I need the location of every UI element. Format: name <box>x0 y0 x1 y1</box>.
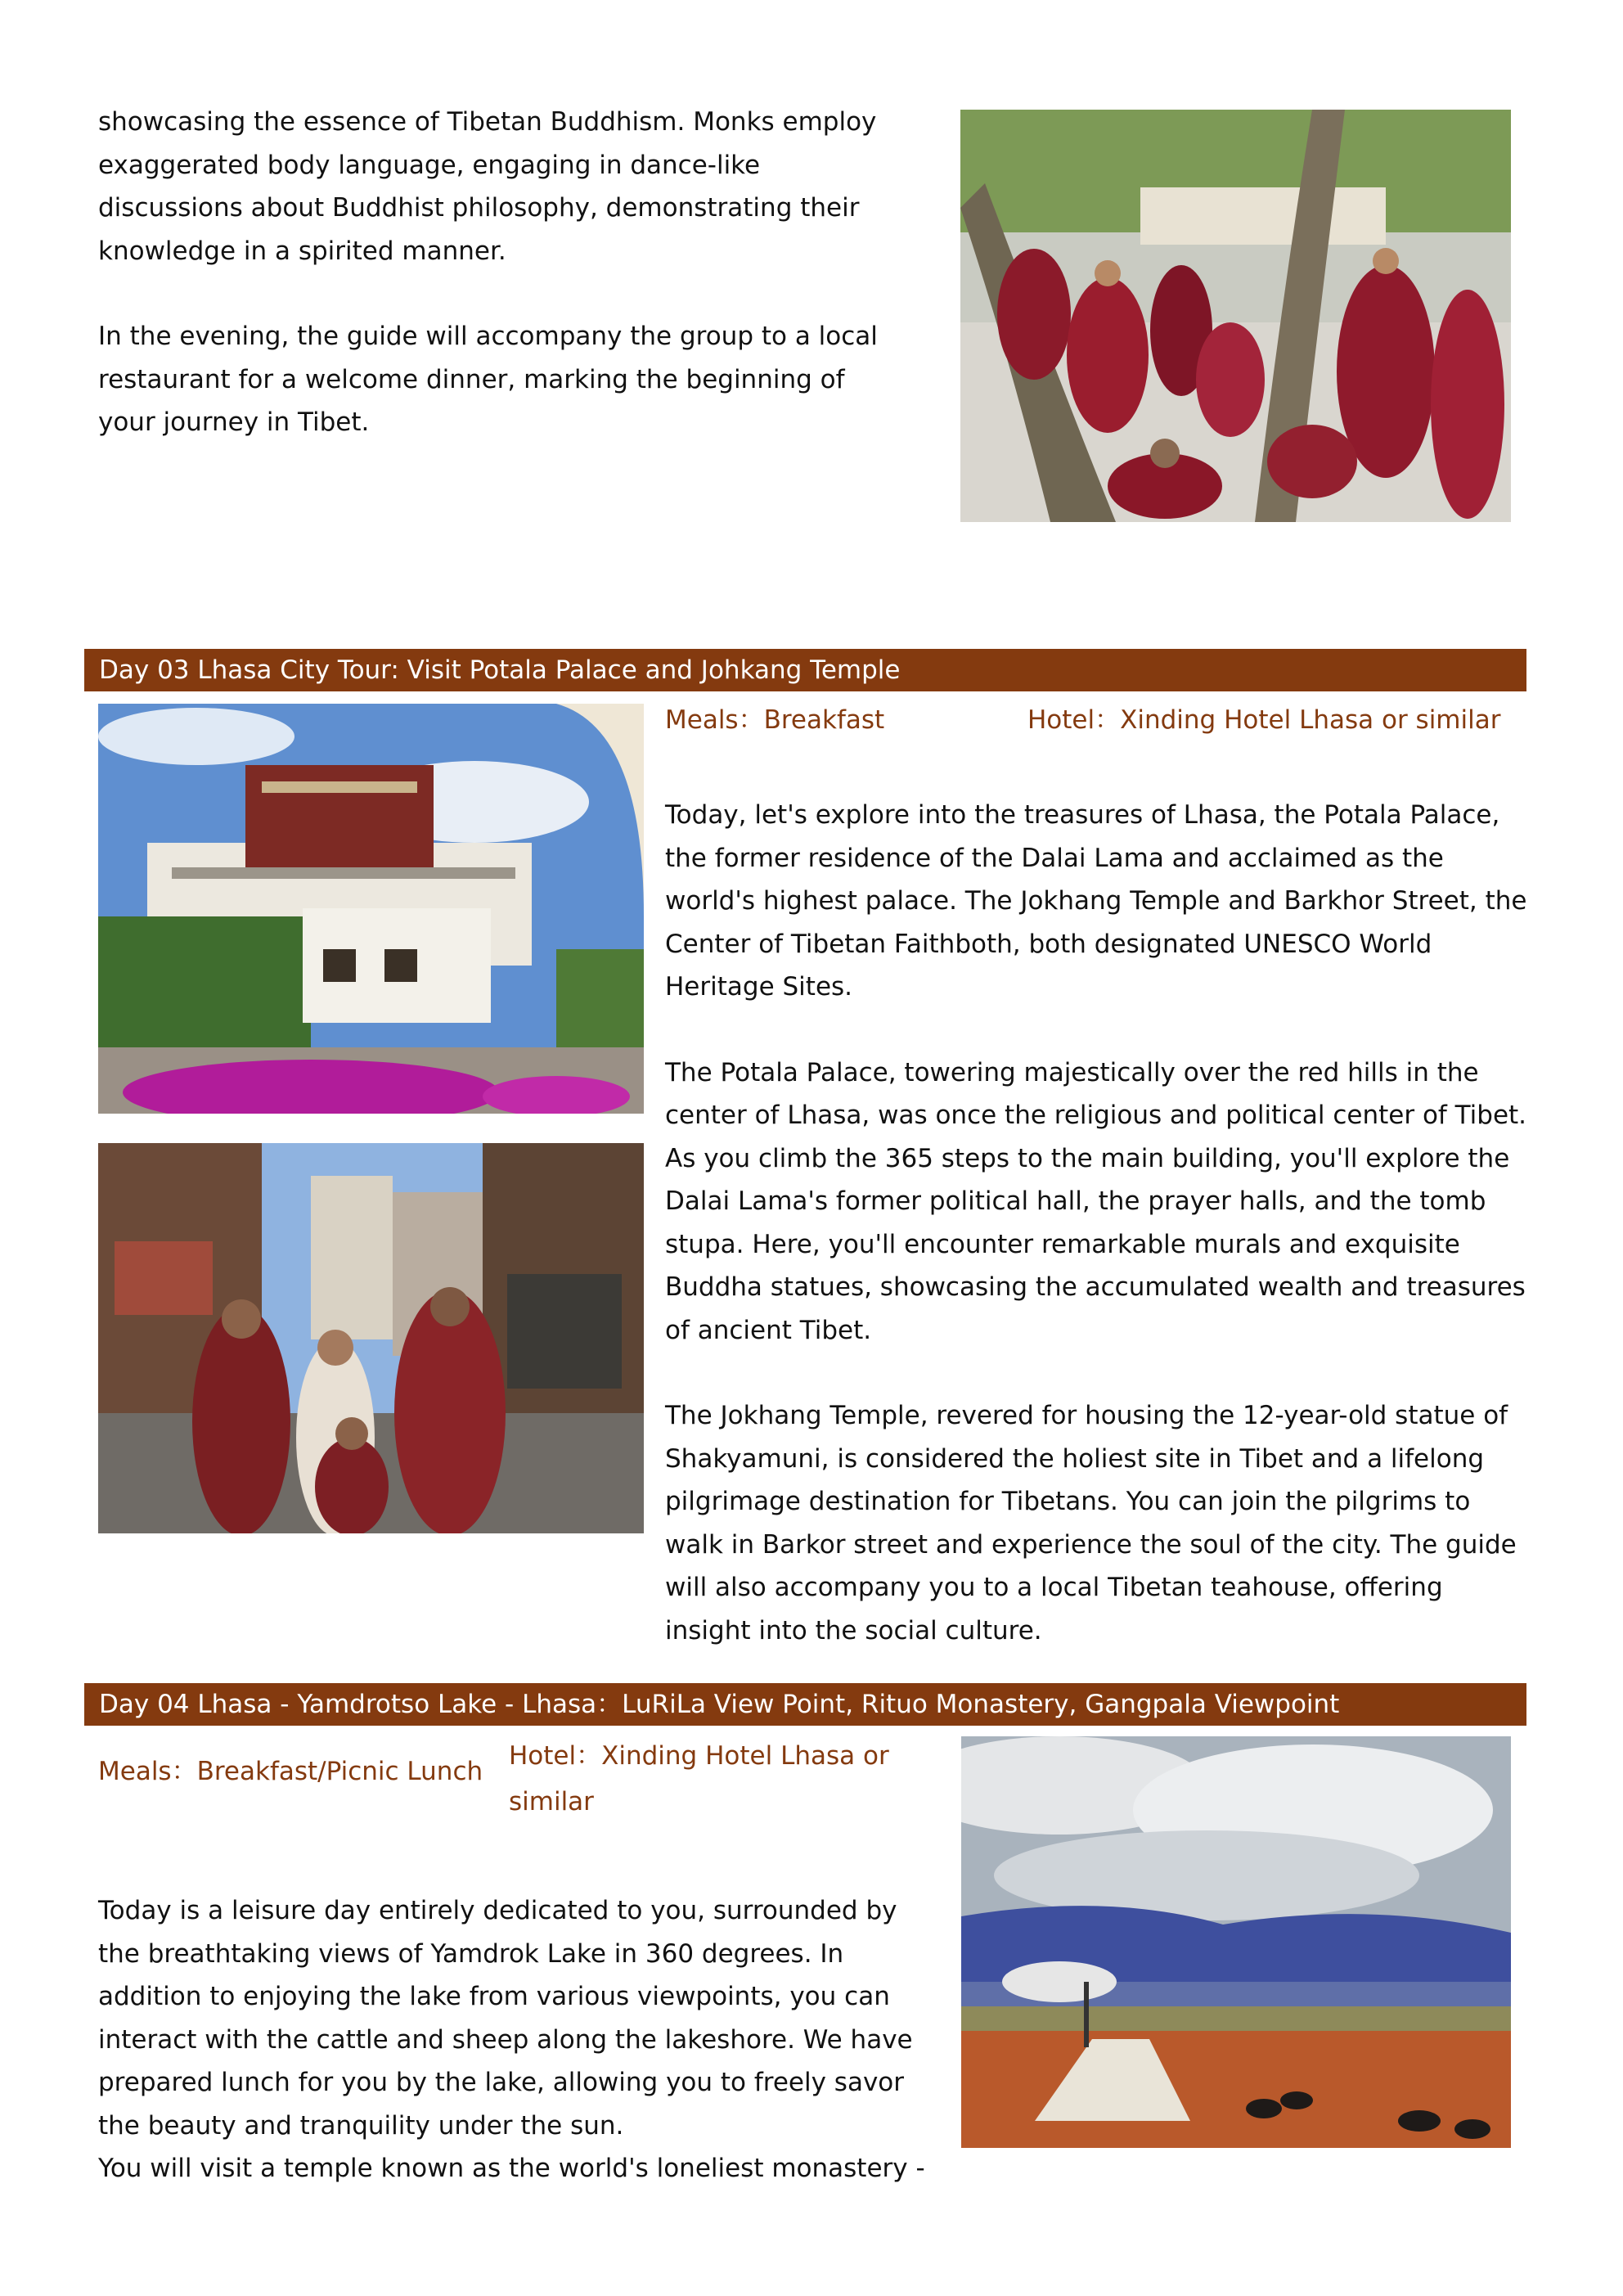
day02-paragraph-2: In the evening, the guide will accompany the group to a local restaurant for a welcome dinner, marking the beginning of your journey in Tibet. <box>98 322 878 437</box>
day04-paragraph-2: You will visit a temple known as the world's loneliest monastery - <box>98 2154 925 2183</box>
day04-hotel <box>509 1733 889 1825</box>
yamdrok-lake-tent-photo <box>961 1736 1511 2148</box>
day03-meals <box>665 704 884 736</box>
day04-meals-label: Meals： <box>98 1757 197 1786</box>
day03-title: Day 03 Lhasa City Tour: Visit Potala Palace and Johkang Temple <box>99 655 901 685</box>
day04-meals-value: Breakfast/Picnic Lunch <box>196 1757 483 1786</box>
day04-text-block <box>98 1889 941 2190</box>
day04-hotel-value-line1: Xinding Hotel Lhasa or <box>601 1741 889 1771</box>
day04-hotel-value-line2: similar <box>509 1787 594 1817</box>
day03-paragraph-3: The Jokhang Temple, revered for housing the 12-year-old statue of Shakyamuni, is considered the holiest site in Tibet and a lifelong pilgrimage destination for Tibetans. You can join the pilgrims to walk in Barkor street and experience the soul of the city. The guide will also accompany you to a local Tibetan teahouse, offering insight into the social culture. <box>665 1401 1517 1645</box>
day03-paragraph-2: The Potala Palace, towering majestically over the red hills in the center of Lhasa, was once the religious and political center of Tibet. As you climb the 365 steps to the main building, you'll explore the Dalai Lama's former political hall, the prayer halls, and the tomb stupa. Here, you'll encounter remarkable murals and exquisite Buddha statues, showcasing the accumulated wealth and treasures of ancient Tibet. <box>665 1057 1527 1345</box>
barkhor-street-photo <box>98 1143 644 1533</box>
day04-hotel-label: Hotel： <box>509 1741 602 1771</box>
day04-title: Day 04 Lhasa - Yamdrotso Lake - Lhasa：LuRiLa View Point, Rituo Monastery, Gangpala Viewpoint <box>99 1690 1340 1719</box>
day04-title-bar <box>84 1683 1526 1726</box>
day03-paragraph-1: Today, let's explore into the treasures of Lhasa, the Potala Palace, the former residence of the Dalai Lama and acclaimed as the world's highest palace. The Jokhang Temple and Barkhor Street, the Center of Tibetan Faithboth, both designated UNESCO World Heritage Sites. <box>665 800 1527 1002</box>
day04-paragraph-1: Today is a leisure day entirely dedicated to you, surrounded by the breathtaking views of Yamdrok Lake in 360 degrees. In addition to enjoying the lake from various viewpoints, you can interact with the cattle and sheep along the lakeshore. We have prepared lunch for you by the lake, allowing you to freely savor the beauty and tranquility under the sun. <box>98 1896 913 2141</box>
day03-meals-label: Meals： <box>665 705 764 735</box>
day02-paragraph-1: showcasing the essence of Tibetan Buddhism. Monks employ exaggerated body language, engaging in dance-like discussions about Buddhist philosophy, demonstrating their knowledge in a spirited manner. <box>98 107 877 266</box>
day04-meals <box>98 1755 483 1788</box>
day02-text-block <box>98 101 892 444</box>
monks-debate-photo <box>960 110 1511 522</box>
day03-hotel <box>1027 704 1500 736</box>
day03-title-bar <box>84 649 1526 691</box>
day03-hotel-label: Hotel： <box>1027 705 1121 735</box>
day03-hotel-value: Xinding Hotel Lhasa or similar <box>1120 705 1501 735</box>
day03-meals-value: Breakfast <box>763 705 885 735</box>
day03-text-block <box>665 794 1532 1652</box>
potala-palace-photo <box>98 704 644 1114</box>
